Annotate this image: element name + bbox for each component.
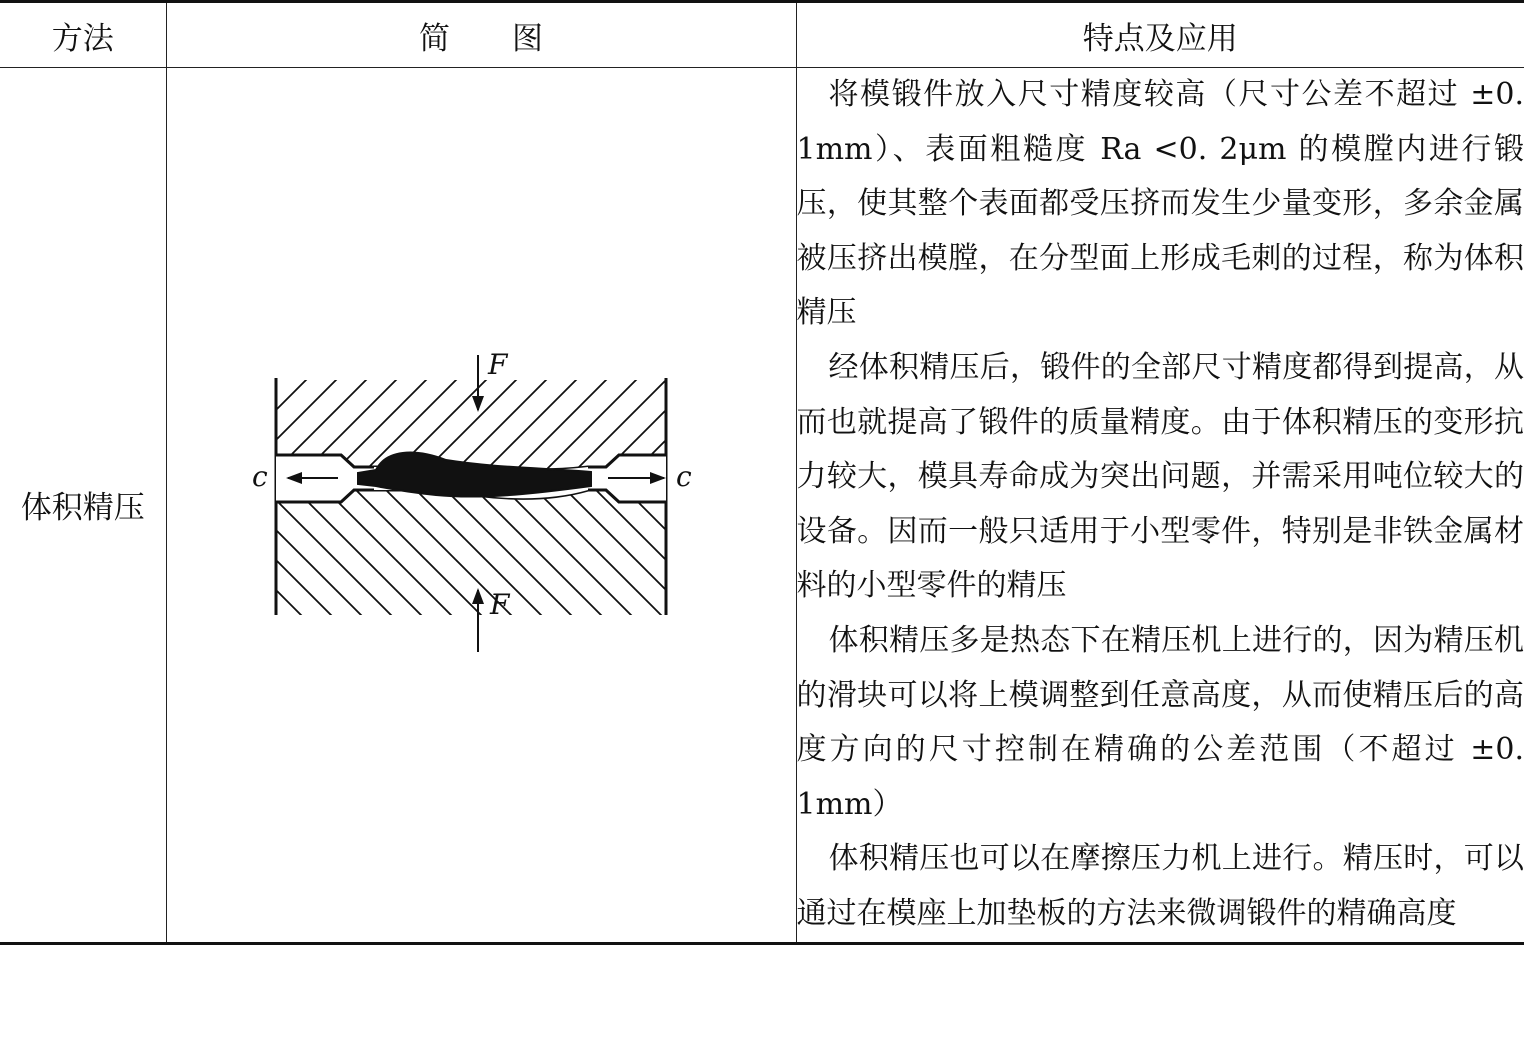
header-diagram-label: 简 图 xyxy=(419,20,543,57)
feature-paragraph: 经体积精压后，锻件的全部尺寸精度都得到提高，从而也就提高了锻件的质量精度。由于体积精压的变形抗力较大，模具寿命成为突出问题，并需采用吨位较大的设备。因而一般只适用于小型零件，特别是非铁金属材料的小型零件的精压 xyxy=(796,349,1524,604)
header-features: 特点及应用 xyxy=(796,2,1524,68)
precision-coining-diagram xyxy=(246,350,716,660)
feature-paragraph: 体积精压多是热态下在精压机上进行的，因为精压机的滑块可以将上模调整到任意高度，从而使精压后的高度方向的尺寸控制在精确的公差范围（不超过 ±0. 1mm） xyxy=(796,622,1524,822)
table-row xyxy=(0,68,1524,944)
feature-paragraph: 将模锻件放入尺寸精度较高（尺寸公差不超过 ±0. 1mm）、表面粗糙度 Ra <0. 2μm 的模膛内进行锻压，使其整个表面都受压挤而发生少量变形，多余金属被压挤出模膛，在分型面上形成毛刺的过程，称为体积精压 xyxy=(796,77,1524,331)
feature-paragraph: 体积精压也可以在摩擦压力机上进行。精压时，可以通过在模座上加垫板的方法来微调锻件的精确高度 xyxy=(796,841,1524,931)
header-diagram xyxy=(166,2,796,68)
lower-die xyxy=(276,490,666,615)
header-method: 方法 xyxy=(0,2,166,68)
label-flash-right: c xyxy=(676,459,692,493)
label-force-top: F xyxy=(488,349,508,381)
header-row xyxy=(0,2,1524,68)
label-flash-left: c xyxy=(252,459,268,493)
method-cell: 体积精压 xyxy=(0,68,166,944)
features-cell xyxy=(796,68,1524,944)
label-force-bottom: F xyxy=(490,587,510,621)
diagram-cell xyxy=(166,68,796,944)
